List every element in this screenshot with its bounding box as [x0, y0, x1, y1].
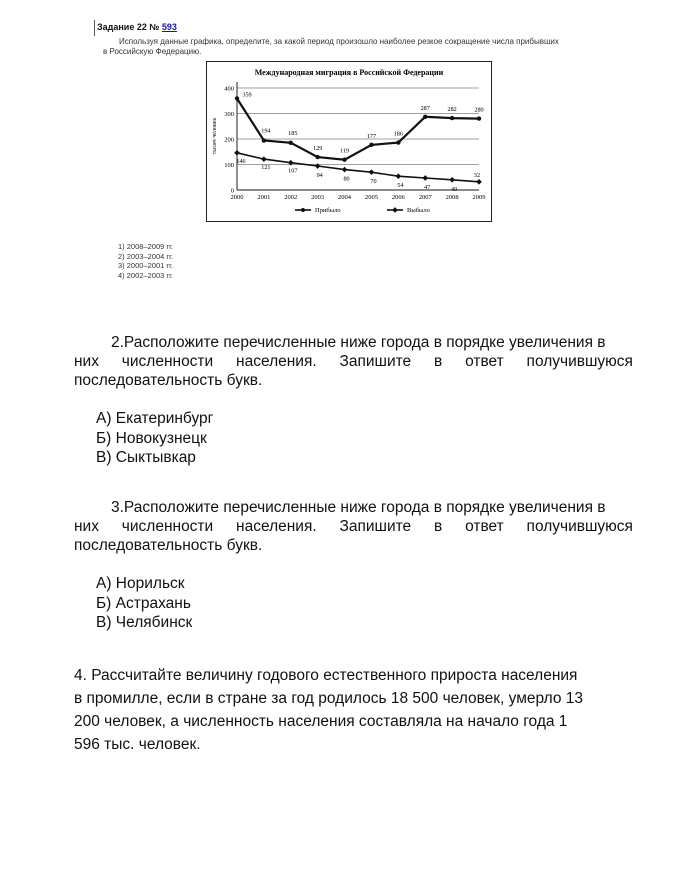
data-label: 186 — [393, 130, 403, 138]
word: ответ — [465, 518, 504, 535]
data-label: 194 — [261, 127, 271, 135]
chart-grid — [237, 82, 479, 190]
word: получившуюся — [526, 353, 633, 370]
task-question-line: в Российскую Федерацию. — [103, 46, 202, 56]
question-3-line: 3.Расположите перечисленные ниже города в порядке увеличения в — [111, 499, 606, 516]
legend-marker — [301, 208, 305, 212]
task-number-link[interactable]: 593 — [161, 22, 177, 32]
question-4 — [74, 664, 654, 756]
data-point-departed — [476, 179, 482, 185]
answer-options — [118, 242, 173, 280]
data-point-arrived — [315, 155, 319, 159]
chart-y-ticks — [224, 86, 234, 195]
x-tick-label: 2008 — [445, 194, 459, 201]
word: численности — [121, 518, 214, 535]
x-tick-label: 2000 — [230, 194, 244, 201]
x-tick-label: 2003 — [311, 194, 325, 201]
question-2-line: 2.Расположите перечисленные ниже города в порядке увеличения в — [111, 334, 606, 351]
data-label: 280 — [474, 106, 484, 114]
data-point-departed — [261, 156, 267, 162]
x-tick-label: 2002 — [284, 194, 298, 201]
list-item: Б) Астрахань — [96, 594, 191, 612]
question-2-line: последовательность букв. — [74, 372, 263, 389]
legend-label: Выбыло — [407, 207, 430, 214]
data-point-departed — [342, 167, 348, 173]
answer-option: 2) 2003–2004 гг. — [118, 251, 174, 261]
data-point-arrived — [262, 138, 266, 142]
data-label: 54 — [397, 182, 404, 190]
legend-label: Прибыло — [315, 207, 341, 214]
word: населения. — [236, 353, 317, 370]
data-label: 185 — [288, 129, 298, 137]
header-divider — [94, 20, 95, 36]
question-3-list — [96, 574, 192, 633]
data-label: 32 — [473, 171, 481, 179]
question-3-line: последовательность букв. — [74, 537, 263, 554]
data-label: 121 — [261, 164, 271, 172]
y-tick-label: 200 — [224, 136, 234, 144]
list-item: А) Норильск — [96, 575, 185, 592]
question-4-line: 200 человек, а численность населения составляла на начало года 1 — [74, 713, 568, 730]
y-tick-label: 400 — [224, 85, 234, 93]
data-label: 47 — [424, 184, 431, 192]
data-label: 359 — [242, 91, 252, 99]
data-point-arrived — [342, 157, 346, 161]
list-item: А) Екатеринбург — [96, 410, 214, 427]
list-item: В) Сыктывкар — [96, 449, 196, 466]
word: них — [74, 353, 99, 370]
y-tick-label: 300 — [224, 111, 234, 118]
chart-title: Международная миграция в Российской Федерации — [254, 68, 444, 77]
data-label: 282 — [447, 106, 457, 114]
x-tick-label: 2001 — [257, 194, 271, 201]
task-label: Задание 22 № — [97, 22, 160, 32]
legend-marker — [392, 207, 398, 213]
data-point-arrived — [423, 115, 427, 119]
data-point-departed — [234, 150, 240, 156]
question-2-list — [96, 409, 213, 468]
answer-option: 4) 2002–2003 гг. — [118, 270, 174, 280]
x-tick-label: 2009 — [472, 194, 486, 201]
list-item: Б) Новокузнецк — [96, 429, 207, 447]
word: Запишите — [339, 518, 412, 535]
word: в — [434, 353, 443, 370]
word: них — [74, 518, 99, 535]
chart-legend — [295, 207, 430, 214]
data-label: 40 — [451, 185, 458, 193]
word: численности — [121, 353, 214, 370]
data-label: 177 — [366, 132, 377, 140]
task-question — [103, 37, 613, 56]
word: ответ — [465, 353, 504, 370]
question-2-line — [74, 352, 633, 371]
question-3 — [74, 498, 633, 555]
data-point-arrived — [369, 143, 373, 147]
word: получившуюся — [526, 518, 633, 535]
data-point-arrived — [289, 141, 293, 145]
x-tick-label: 2004 — [338, 194, 352, 201]
answer-option: 3) 2000–2001 гг. — [118, 261, 174, 270]
task-header — [97, 22, 177, 32]
data-point-departed — [396, 173, 402, 179]
data-label: 80 — [343, 175, 350, 183]
question-2 — [74, 333, 633, 390]
data-label: 119 — [340, 147, 350, 155]
data-point-arrived — [235, 96, 239, 100]
word: в — [434, 518, 443, 535]
answer-option: 1) 2008–2009 гг. — [118, 242, 174, 251]
question-4-line: в промилле, если в стране за год родилось 18 500 человек, умерло 13 — [74, 690, 583, 707]
y-tick-label: 100 — [224, 162, 234, 169]
migration-chart — [206, 61, 492, 222]
question-3-line — [74, 517, 633, 536]
data-point-departed — [369, 169, 375, 175]
series-line-departed — [237, 153, 479, 182]
x-tick-label: 2007 — [418, 194, 432, 201]
data-point-arrived — [477, 116, 481, 120]
data-label: 94 — [316, 172, 323, 180]
data-label: 129 — [313, 145, 323, 153]
word: населения. — [236, 518, 317, 535]
data-label: 70 — [370, 178, 377, 186]
chart-y-axis-label: тысяч человек — [212, 117, 218, 155]
chart-series-lines — [237, 99, 479, 182]
x-tick-label: 2005 — [364, 194, 378, 201]
data-point-arrived — [450, 116, 454, 120]
question-4-line: 596 тыс. человек. — [74, 736, 201, 753]
list-item: В) Челябинск — [96, 614, 193, 631]
task-question-line: Используя данные графика, определите, за какой период произошло наиболее резкое сокращение числа прибывших — [119, 37, 559, 46]
x-tick-label: 2006 — [391, 194, 405, 201]
chart-x-ticks — [231, 194, 486, 201]
data-label: 146 — [236, 157, 246, 165]
word: Запишите — [339, 353, 412, 370]
data-label: 287 — [420, 104, 430, 112]
question-4-line: 4. Рассчитайте величину годового естественного прироста населения — [74, 667, 578, 684]
data-point-departed — [449, 177, 455, 183]
y-tick-label: 0 — [230, 187, 234, 195]
data-point-departed — [315, 163, 321, 169]
series-line-arrived — [237, 99, 479, 160]
data-point-arrived — [396, 140, 400, 144]
data-label: 107 — [288, 167, 298, 175]
chart-svg — [207, 62, 490, 220]
data-point-departed — [422, 175, 428, 181]
